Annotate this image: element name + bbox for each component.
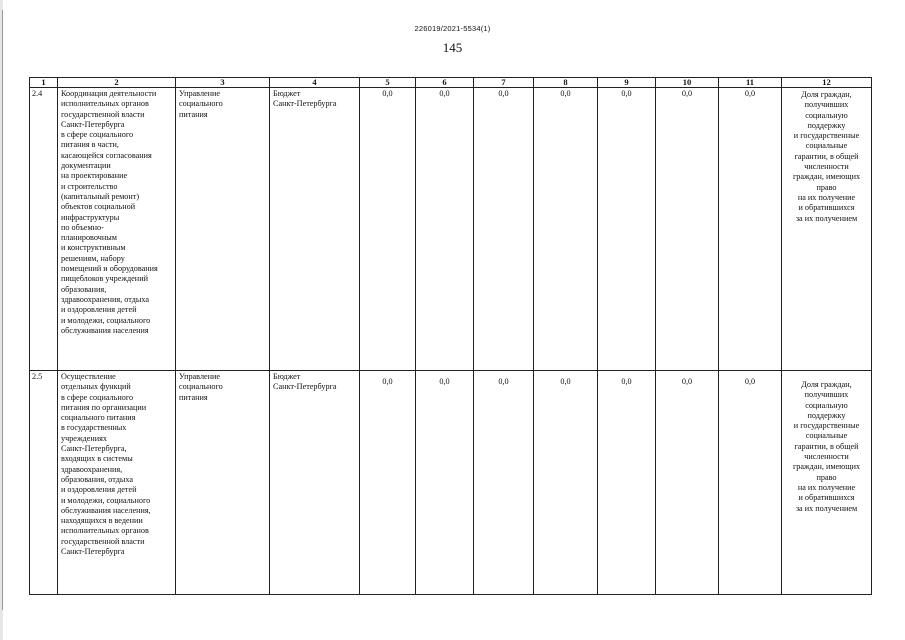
value-cell: 0,0: [656, 371, 719, 595]
funding-source: [270, 371, 360, 595]
activity-name-line: питания в части,: [61, 140, 119, 150]
value-cell: 0,0: [598, 371, 656, 595]
indicator-line: граждан, имеющих: [792, 172, 861, 182]
indicator-line: поддержку: [807, 410, 846, 420]
header-col-7: 7: [474, 78, 534, 88]
executor: [176, 371, 270, 595]
activity-name-line: по объемно-: [61, 222, 104, 232]
scan-edge-line: [2, 10, 3, 610]
executor-line: питания: [179, 109, 208, 119]
activity-name-line: государственной власти: [61, 536, 145, 546]
activity-name-line: государственной власти: [61, 109, 145, 119]
activity-name-line: на проектирование: [61, 171, 128, 181]
value-cell: 0,0: [360, 88, 416, 371]
funding-source: [270, 88, 360, 371]
indicator-line: за их получением: [795, 213, 858, 223]
header-col-4: 4: [270, 78, 360, 88]
activity-name-line: и молодежи, социального: [61, 495, 151, 505]
indicator: [782, 371, 872, 595]
activity-name-line: обслуживания населения: [61, 325, 149, 335]
header-col-2: 2: [58, 78, 176, 88]
value-cell: 0,0: [719, 371, 782, 595]
value-cell: 0,0: [360, 371, 416, 595]
header-col-3: 3: [176, 78, 270, 88]
indicator-line: социальную: [805, 110, 848, 120]
activity-name-line: здравоохранения, отдыха: [61, 294, 149, 304]
activity-name-line: образования, отдыха: [61, 474, 134, 484]
activity-name-line: здравоохранения,: [61, 464, 123, 474]
activity-name-line: исполнительных органов: [61, 526, 149, 536]
activity-name-line: Санкт-Петербурга,: [61, 444, 127, 454]
executor-line: Управление: [179, 89, 221, 98]
activity-name-line: решениям, набору: [61, 253, 125, 263]
indicator: [782, 88, 872, 371]
table-row: [30, 371, 872, 595]
activity-name-line: находящихся в ведении: [61, 516, 143, 526]
indicator-line: за их получением: [795, 503, 858, 513]
indicator-line: социальные: [805, 431, 848, 441]
value-cell: 0,0: [719, 88, 782, 371]
indicator-line: граждан, имеющих: [792, 462, 861, 472]
value-cell: 0,0: [656, 88, 719, 371]
executor: [176, 88, 270, 371]
activity-name-line: (капитальный ремонт): [61, 191, 140, 201]
value-cell: 0,0: [474, 88, 534, 371]
executor-line: Управление: [179, 372, 221, 381]
row-number: 2.4: [30, 88, 58, 371]
document-id: 226019/2021-5534(1): [414, 24, 491, 33]
value-cell: 0,0: [474, 371, 534, 595]
indicator-line: Доля граждан,: [801, 380, 852, 389]
activity-name-line: и оздоровления детей: [61, 305, 137, 315]
indicator-line: и обратившихся: [798, 203, 855, 213]
activity-name-line: инфраструктуры: [61, 212, 120, 222]
activity-name-line: пищеблоков учреждений: [61, 274, 148, 284]
row-number: 2.5: [30, 371, 58, 595]
value-cell: 0,0: [598, 88, 656, 371]
activity-name-line: в сфере социального: [61, 130, 134, 140]
header-col-6: 6: [416, 78, 474, 88]
activity-name-line: планировочным: [61, 233, 117, 243]
activity-name-line: входящих в системы: [61, 454, 133, 464]
funding-source-line: Бюджет: [273, 89, 301, 98]
table-row: [30, 88, 872, 371]
header-col-12: 12: [782, 78, 872, 88]
indicator-line: получивших: [804, 100, 849, 110]
activity-name-line: Осуществление: [61, 372, 116, 381]
activity-name-line: касающейся согласования: [61, 150, 152, 160]
activity-name-line: питания по организации: [61, 402, 147, 412]
header-col-1: 1: [30, 78, 58, 88]
activity-name-line: исполнительных органов: [61, 99, 149, 109]
indicator-line: получивших: [804, 390, 849, 400]
page-number: 145: [442, 40, 463, 55]
executor-line: питания: [179, 392, 208, 402]
indicator-line: и государственные: [793, 131, 860, 141]
value-cell: 0,0: [534, 371, 598, 595]
executor-line: социального: [179, 99, 223, 109]
activity-name-line: и молодежи, социального: [61, 315, 151, 325]
activity-name-line: обслуживания населения,: [61, 505, 151, 515]
indicator-line: гарантии, в общей: [794, 441, 859, 451]
activity-name-line: Санкт-Петербурга: [61, 547, 125, 557]
indicator-line: Доля граждан,: [801, 90, 852, 99]
activity-name-line: в сфере социального: [61, 392, 134, 402]
indicator-line: право: [816, 182, 837, 192]
activity-name-line: и оздоровления детей: [61, 485, 137, 495]
activity-name-line: помещений и оборудования: [61, 264, 158, 274]
indicator-line: на их получение: [797, 482, 856, 492]
funding-source-line: Санкт-Петербурга: [273, 382, 337, 392]
activity-name-line: учреждениях: [61, 433, 108, 443]
indicator-line: социальную: [805, 400, 848, 410]
activity-name-line: Координация деятельности: [61, 89, 157, 98]
header-col-11: 11: [719, 78, 782, 88]
indicator-line: социальные: [805, 141, 848, 151]
value-cell: 0,0: [416, 371, 474, 595]
value-cell: 0,0: [416, 88, 474, 371]
indicator-line: право: [816, 472, 837, 482]
indicator-line: численности: [804, 162, 849, 172]
activity-name-line: образования,: [61, 284, 107, 294]
executor-line: социального: [179, 382, 223, 392]
activity-name: [58, 88, 176, 371]
activity-name-line: и конструктивным: [61, 243, 126, 253]
indicator-line: поддержку: [807, 120, 846, 130]
indicator-line: и обратившихся: [798, 493, 855, 503]
activity-name-line: в государственных: [61, 423, 127, 433]
program-table: [29, 77, 872, 595]
activity-name-line: отдельных функций: [61, 382, 131, 392]
activity-name: [58, 371, 176, 595]
funding-source-line: Бюджет: [273, 372, 301, 381]
funding-source-line: Санкт-Петербурга: [273, 99, 337, 109]
header-col-9: 9: [598, 78, 656, 88]
header-col-8: 8: [534, 78, 598, 88]
activity-name-line: и строительство: [61, 181, 118, 191]
value-cell: 0,0: [534, 88, 598, 371]
header-col-5: 5: [360, 78, 416, 88]
indicator-line: на их получение: [797, 192, 856, 202]
indicator-line: численности: [804, 452, 849, 462]
indicator-line: и государственные: [793, 421, 860, 431]
activity-name-line: объектов социальной: [61, 202, 136, 212]
activity-name-line: Санкт-Петербурга: [61, 119, 125, 129]
activity-name-line: документации: [61, 161, 111, 171]
header-col-10: 10: [656, 78, 719, 88]
indicator-line: гарантии, в общей: [794, 151, 859, 161]
header-row: [30, 78, 872, 88]
activity-name-line: социального питания: [61, 413, 136, 423]
